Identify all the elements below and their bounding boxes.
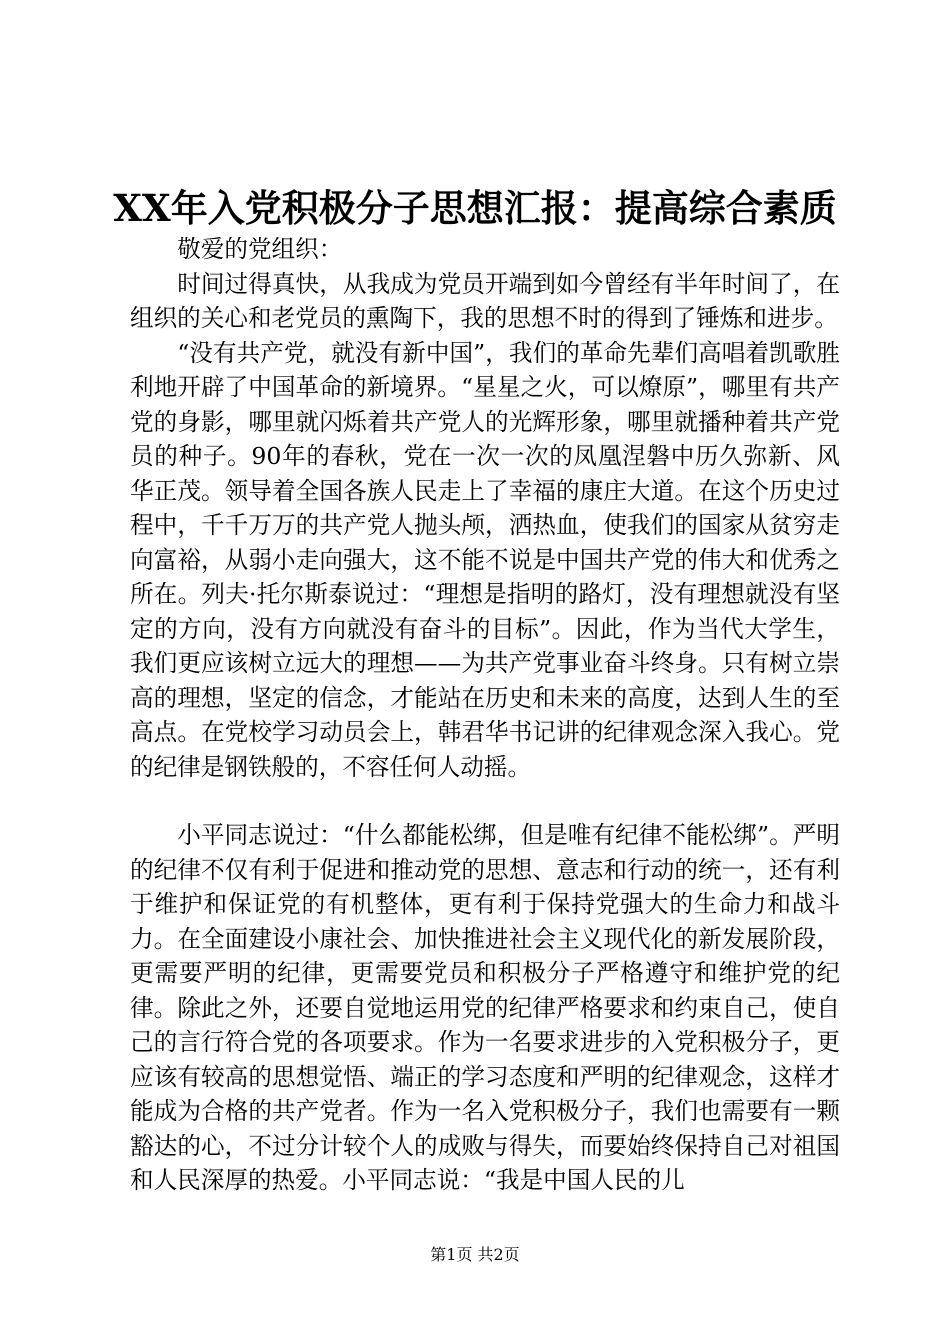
document-title: XX年入党积极分子思想汇报：提高综合素质 (113, 186, 837, 230)
greeting-line: 敬爱的党组织： (177, 235, 343, 263)
paragraph: “没有共产党，就没有新中国”，我们的革命先辈们高唱着凯歌胜利地开辟了中国革命的新境界。“星星之火，可以燎原”，哪里有共产党的身影，哪里就闪烁着共产党人的光辉形象，哪里就播种着共产党员的种子。90年的春秋，党在一次一次的凤凰涅磐中历久弥新、风华正茂。领导着全国各族人民走上了幸福的康庄大道。在这个历史过程中，千千万万的共产党人抛头颅，洒热血，使我们的国家从贫穷走向富裕，从弱小走向强大，这不能不说是中国共产党的伟大和优秀之所在。列夫·托尔斯泰说过：“理想是指明的路灯，没有理想就没有坚定的方向，没有方向就没有奋斗的目标”。因此，作为当代大学生，我们更应该树立远大的理想——为共产党事业奋斗终身。只有树立崇高的理想，坚定的信念，才能站在历史和未来的高度，达到人生的至高点。在党校学习动员会上，韩君华书记讲的纪律观念深入我心。党的纪律是钢铁般的，不容任何人动摇。 (130, 338, 840, 781)
paragraph: 小平同志说过：“什么都能松绑，但是唯有纪律不能松绑”。严明的纪律不仅有利于促进和推动党的思想、意志和行动的统一，还有利于维护和保证党的有机整体，更有利于保持党强大的生命力和战斗力。在全面建设小康社会、加快推进社会主义现代化的新发展阶段，更需要严明的纪律，更需要党员和积极分子严格遵守和维护党的纪律。除此之外，还要自觉地运用党的纪律严格要求和约束自己，使自己的言行符合党的各项要求。作为一名要求进步的入党积极分子，更应该有较高的思想觉悟、端正的学习态度和严明的纪律观念，这样才能成为合格的共产党者。作为一名入党积极分子，我们也需要有一颗豁达的心，不过分计较个人的成败与得失，而要始终保持自己对祖国和人民深厚的热爱。小平同志说：“我是中国人民的儿 (130, 821, 840, 1194)
page-number: 第1页 共2页 (430, 1245, 520, 1264)
paragraph: 时间过得真快，从我成为党员开端到如今曾经有半年时间了，在组织的关心和老党员的熏陶下，我的思想不时的得到了锤炼和进步。 (130, 269, 840, 332)
document-body (130, 232, 840, 1198)
page-footer (0, 1244, 950, 1266)
